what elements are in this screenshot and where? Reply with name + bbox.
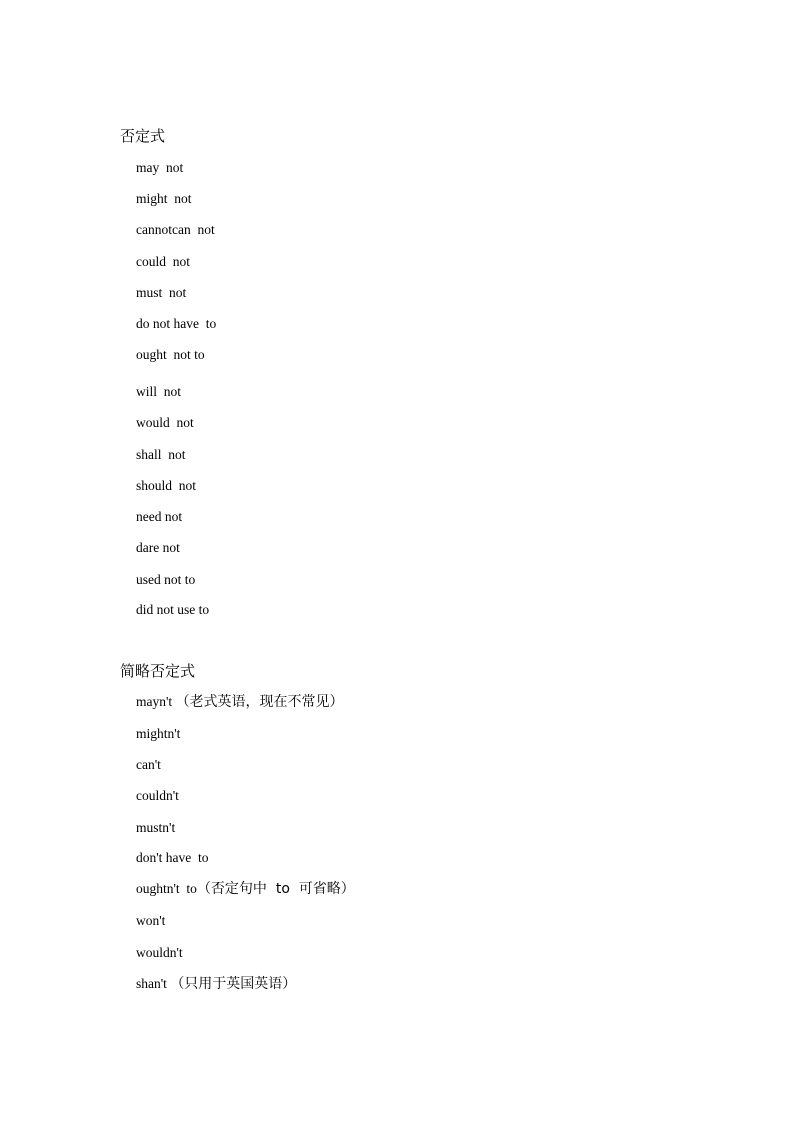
item-text: wouldn't	[136, 945, 183, 960]
item-text: can't	[136, 757, 161, 772]
negative-item: need not	[136, 509, 183, 524]
negative-item: would not	[136, 415, 194, 430]
item-note: （只用于英国英语）	[170, 976, 297, 992]
short-negative-item	[136, 944, 183, 962]
item-text: shan't	[136, 976, 171, 991]
negative-item: do not have to	[136, 316, 217, 331]
negative-item: should not	[136, 478, 197, 493]
negative-item: used not to	[136, 572, 196, 587]
negative-item: could not	[136, 254, 190, 269]
short-negative-item	[136, 725, 180, 743]
item-text: mightn't	[136, 726, 181, 741]
short-negative-item	[136, 787, 179, 805]
negative-item: cannotcan not	[136, 222, 215, 237]
negative-item: shall not	[136, 447, 186, 462]
negative-item: may not	[136, 160, 184, 175]
item-note: （老式英语，现在不常见）	[175, 694, 344, 710]
heading-negative-form: 否定式	[120, 127, 166, 145]
negative-item: must not	[136, 285, 187, 300]
negative-item: will not	[136, 384, 182, 399]
item-text: oughtn't to	[136, 881, 197, 896]
negative-item: dare not	[136, 540, 180, 555]
item-text: mustn't	[136, 820, 176, 835]
negative-item: ought not to	[136, 347, 205, 362]
item-text: couldn't	[136, 788, 179, 803]
short-negative-item	[136, 975, 296, 993]
short-negative-item	[136, 912, 165, 930]
short-negative-item	[136, 880, 355, 898]
item-text: don't have to	[136, 850, 209, 865]
short-negative-item	[136, 693, 344, 711]
negative-item: might not	[136, 191, 192, 206]
item-text: mayn't	[136, 694, 176, 709]
item-note: （否定句中 to 可省略）	[196, 881, 355, 897]
item-text: won't	[136, 913, 166, 928]
short-negative-item	[136, 756, 161, 774]
short-negative-item	[136, 849, 209, 867]
short-negative-item	[136, 819, 175, 837]
heading-short-negative-form: 简略否定式	[120, 662, 196, 680]
negative-item: did not use to	[136, 602, 210, 617]
